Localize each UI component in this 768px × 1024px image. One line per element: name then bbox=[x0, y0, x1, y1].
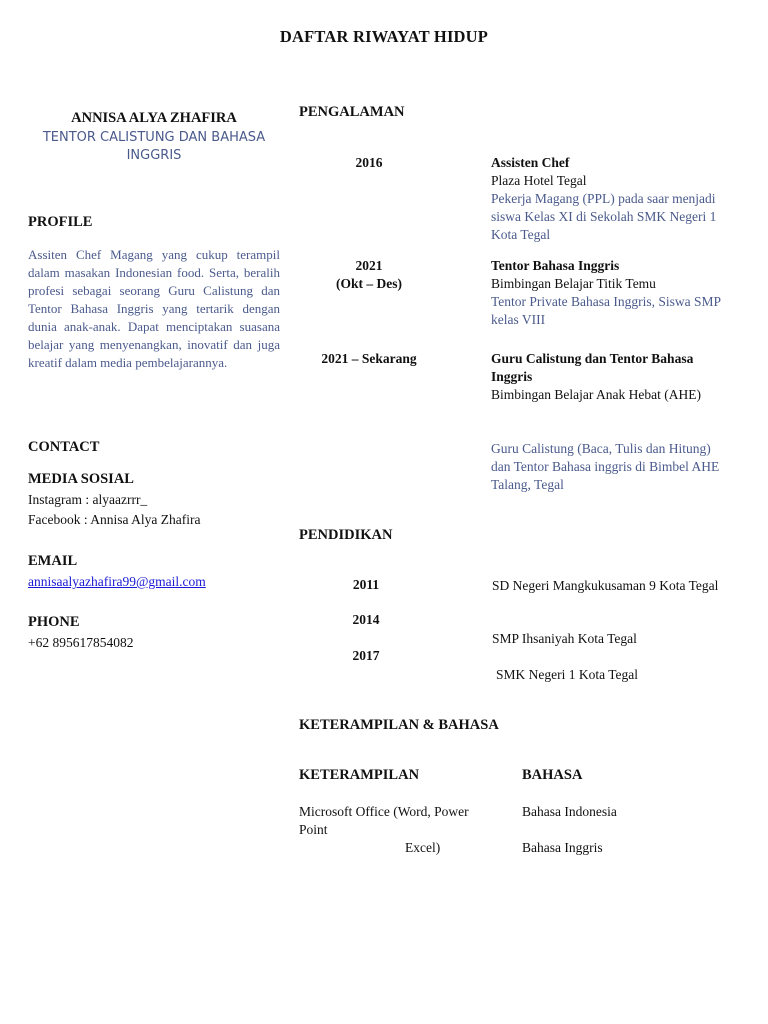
education-school: SMP Ihsaniyah Kota Tegal bbox=[492, 631, 637, 646]
education-year: 2011 bbox=[352, 577, 380, 592]
education-heading: PENDIDIKAN bbox=[299, 527, 393, 543]
education-year: 2014 bbox=[352, 612, 380, 627]
experience-year: 2021 – Sekarang bbox=[321, 351, 417, 366]
profile-heading: PROFILE bbox=[28, 214, 93, 230]
email-link[interactable]: annisaalyazhafira99@gmail.com bbox=[28, 574, 206, 589]
experience-description: Tentor Private Bahasa Inggris, Siswa SMP kelas VIII bbox=[491, 294, 721, 327]
education-year: 2017 bbox=[352, 648, 380, 663]
instagram-line: Instagram : alyaazrrr_ bbox=[28, 492, 148, 507]
experience-year: 2016 bbox=[355, 155, 383, 170]
person-name: ANNISA ALYA ZHAFIRA bbox=[71, 110, 237, 126]
languages-heading: BAHASA bbox=[522, 767, 583, 783]
person-role: TENTOR CALISTUNG DAN BAHASA INGGRIS bbox=[42, 130, 266, 163]
facebook-line: Facebook : Annisa Alya Zhafira bbox=[28, 512, 201, 527]
phone-number: +62 895617854082 bbox=[28, 635, 134, 650]
experience-description: Pekerja Magang (PPL) pada saar menjadi siswa Kelas XI di Sekolah SMK Negeri 1 Kota Tegal bbox=[491, 191, 717, 242]
experience-title: Tentor Bahasa Inggris bbox=[491, 258, 620, 273]
skills-languages-heading: KETERAMPILAN & BAHASA bbox=[299, 717, 499, 733]
email-heading: EMAIL bbox=[28, 553, 78, 569]
document-title: DAFTAR RIWAYAT HIDUP bbox=[279, 27, 489, 46]
experience-year: 2021 bbox=[355, 258, 383, 273]
experience-place: Plaza Hotel Tegal bbox=[491, 173, 587, 188]
skill-item: Microsoft Office (Word, Power Point bbox=[299, 804, 469, 837]
social-heading: MEDIA SOSIAL bbox=[28, 471, 134, 487]
profile-text: Assiten Chef Magang yang cukup terampil dalam masakan Indonesian food. Serta, beralih profesi sebagai seorang Guru Calistung dan Tentor Bahasa Inggris yang tertarik dengan dunia anak-anak. Dapat menciptakan suasana belajar yang menyenangkan, inovatif dan juga kreatif dalam media pembelajarannya. bbox=[28, 247, 280, 370]
phone-heading: PHONE bbox=[28, 614, 80, 630]
contact-heading: CONTACT bbox=[28, 439, 100, 455]
language-item: Bahasa Inggris bbox=[522, 840, 603, 855]
experience-description: Guru Calistung (Baca, Tulis dan Hitung) dan Tentor Bahasa inggris di Bimbel AHE Talang, Tegal bbox=[491, 441, 720, 492]
education-school: SD Negeri Mangkukusaman 9 Kota Tegal bbox=[492, 578, 719, 593]
experience-place: Bimbingan Belajar Titik Temu bbox=[491, 276, 656, 291]
skill-item-continued: Excel) bbox=[405, 840, 441, 855]
experience-year-range: (Okt – Des) bbox=[336, 276, 402, 291]
education-school: SMK Negeri 1 Kota Tegal bbox=[496, 667, 639, 682]
experience-place: Bimbingan Belajar Anak Hebat (AHE) bbox=[491, 387, 701, 402]
experience-heading: PENGALAMAN bbox=[299, 104, 405, 120]
experience-title: Assisten Chef bbox=[491, 155, 570, 170]
experience-title: Guru Calistung dan Tentor Bahasa Inggris bbox=[491, 351, 694, 384]
skills-heading: KETERAMPILAN bbox=[299, 767, 420, 783]
language-item: Bahasa Indonesia bbox=[522, 804, 617, 819]
